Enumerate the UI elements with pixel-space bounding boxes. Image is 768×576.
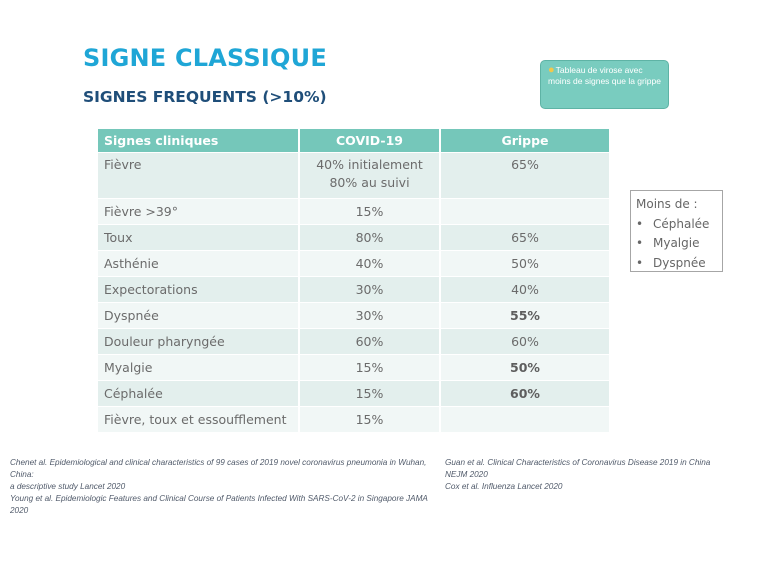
- table-header-row: [98, 129, 610, 153]
- cell-sign: Fièvre: [98, 153, 299, 199]
- cell-sign: Toux: [98, 225, 299, 251]
- cell-covid: 15%: [299, 381, 440, 407]
- slide-subtitle: SIGNES FREQUENTS (>10%): [83, 88, 327, 106]
- cell-covid: 15%: [299, 407, 440, 433]
- note-text: Tableau de virose avec moins de signes que la grippe: [548, 65, 661, 86]
- cell-flu: 65%: [440, 153, 610, 199]
- header-signs: Signes cliniques: [98, 129, 299, 153]
- cell-flu: 60%: [440, 329, 610, 355]
- symptoms-table: [98, 129, 611, 432]
- cell-covid: 15%: [299, 355, 440, 381]
- cell-covid: 15%: [299, 199, 440, 225]
- side-note-list: [636, 215, 722, 274]
- cell-sign: Dyspnée: [98, 303, 299, 329]
- table-row: [98, 153, 610, 199]
- table-row: [98, 329, 610, 355]
- side-note-title: Moins de :: [636, 197, 698, 211]
- reference-line: NEJM 2020: [445, 470, 488, 479]
- cell-flu: [440, 199, 610, 225]
- reference-line: Guan et al. Clinical Characteristics of Coronavirus Disease 2019 in China: [445, 458, 711, 467]
- reference-line: a descriptive study Lancet 2020: [10, 482, 126, 491]
- cell-covid: 30%: [299, 277, 440, 303]
- cell-sign: Douleur pharyngée: [98, 329, 299, 355]
- cell-flu: 40%: [440, 277, 610, 303]
- cell-flu: 50%: [440, 251, 610, 277]
- cell-sign: Expectorations: [98, 277, 299, 303]
- references-left: [10, 457, 440, 517]
- cell-covid: 30%: [299, 303, 440, 329]
- cell-flu: 55%: [440, 303, 610, 329]
- side-note-item: • Céphalée: [636, 215, 722, 235]
- reference-line: Cox et al. Influenza Lancet 2020: [445, 482, 563, 491]
- header-covid: COVID-19: [299, 129, 440, 153]
- side-note-item: • Dyspnée: [636, 254, 722, 274]
- table-row: [98, 303, 610, 329]
- cell-flu: 60%: [440, 381, 610, 407]
- reference-line: Young et al. Epidemiologic Features and Clinical Course of Patients Infected With SARS-CoV-2 in Singapore JAMA 2020: [10, 494, 428, 515]
- cell-flu: 50%: [440, 355, 610, 381]
- cell-flu: [440, 407, 610, 433]
- cell-covid: 40% initialement 80% au suivi: [299, 153, 440, 199]
- table-row: [98, 225, 610, 251]
- references-right: [445, 457, 745, 493]
- sticky-note: [540, 60, 669, 109]
- cell-sign: Fièvre >39°: [98, 199, 299, 225]
- cell-covid: 80%: [299, 225, 440, 251]
- cell-covid: 40%: [299, 251, 440, 277]
- table-row: [98, 407, 610, 433]
- cell-covid: 60%: [299, 329, 440, 355]
- lightbulb-icon: ●: [548, 64, 555, 76]
- table-row: [98, 277, 610, 303]
- side-note-box: [630, 190, 723, 272]
- cell-sign: Céphalée: [98, 381, 299, 407]
- reference-line: Chenet al. Epidemiological and clinical characteristics of 99 cases of 2019 novel coronavirus pneumonia in Wuhan, China:: [10, 458, 427, 479]
- cell-sign: Asthénie: [98, 251, 299, 277]
- cell-sign: Fièvre, toux et essoufflement: [98, 407, 299, 433]
- cell-flu: 65%: [440, 225, 610, 251]
- table-row: [98, 355, 610, 381]
- table-row: [98, 251, 610, 277]
- table-row: [98, 381, 610, 407]
- cell-sign: Myalgie: [98, 355, 299, 381]
- table-row: [98, 199, 610, 225]
- slide-title: SIGNE CLASSIQUE: [83, 44, 327, 72]
- side-note-item: • Myalgie: [636, 234, 722, 254]
- header-flu: Grippe: [440, 129, 610, 153]
